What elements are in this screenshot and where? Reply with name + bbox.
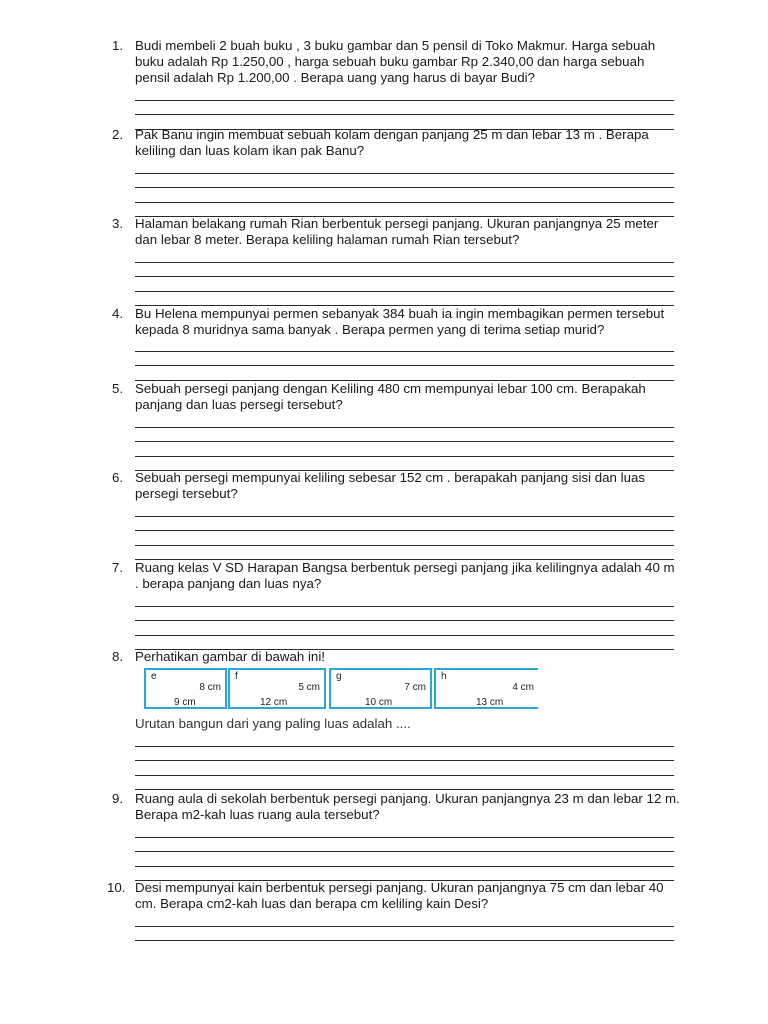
rectangle-figure xyxy=(144,668,536,714)
question-number: 3. xyxy=(112,216,124,231)
answer-lines xyxy=(135,823,674,881)
question-number: 2. xyxy=(112,127,124,142)
shape-width: 13 cm xyxy=(476,697,504,708)
answer-line[interactable] xyxy=(135,337,674,352)
answer-lines xyxy=(135,159,674,217)
answer-line[interactable] xyxy=(135,457,674,472)
answer-line[interactable] xyxy=(135,607,674,622)
question-text: Ruang aula di sekolah berbentuk persegi panjang. Ukuran panjangnya 23 m dan lebar 12 m. Berapa m2-kah luas ruang aula tersebut? xyxy=(135,791,680,822)
answer-lines xyxy=(135,413,674,471)
shape-width: 10 cm xyxy=(365,697,393,708)
answer-line[interactable] xyxy=(135,517,674,532)
answer-line[interactable] xyxy=(135,277,674,292)
answer-line[interactable] xyxy=(135,428,674,443)
answer-line[interactable] xyxy=(135,203,674,218)
figure-caption: Urutan bangun dari yang paling luas adalah .... xyxy=(135,716,411,731)
shape-height: 7 cm xyxy=(404,682,426,693)
question-number: 1. xyxy=(112,38,124,53)
shape-g xyxy=(329,668,432,709)
answer-line[interactable] xyxy=(135,86,674,101)
shape-e xyxy=(144,668,227,709)
answer-line[interactable] xyxy=(135,761,674,776)
question-text: Pak Banu ingin membuat sebuah kolam dengan panjang 25 m dan lebar 13 m . Berapa keliling dan luas kolam ikan pak Banu? xyxy=(135,127,649,158)
question-number: 4. xyxy=(112,306,124,321)
question-number: 10. xyxy=(107,880,126,895)
question-text: Bu Helena mempunyai permen sebanyak 384 buah ia ingin membagikan permen tersebut kepada 8 muridnya sama banyak . Berapa permen yang di terima setiap murid? xyxy=(135,306,665,337)
question-text: Halaman belakang rumah Rian berbentuk persegi panjang. Ukuran panjangnya 25 meter dan lebar 8 meter. Berapa keliling halaman rumah Rian tersebut? xyxy=(135,216,659,247)
answer-line[interactable] xyxy=(135,442,674,457)
shape-label: f xyxy=(235,671,238,682)
answer-lines xyxy=(135,592,674,650)
answer-line[interactable] xyxy=(135,838,674,853)
answer-line[interactable] xyxy=(135,747,674,762)
answer-line[interactable] xyxy=(135,159,674,174)
shape-width: 9 cm xyxy=(174,697,196,708)
answer-line[interactable] xyxy=(135,188,674,203)
shape-h xyxy=(434,668,538,709)
answer-line[interactable] xyxy=(135,823,674,838)
answer-lines xyxy=(135,502,674,560)
answer-line[interactable] xyxy=(135,413,674,428)
answer-line[interactable] xyxy=(135,263,674,278)
answer-line[interactable] xyxy=(135,852,674,867)
question-text: Ruang kelas V SD Harapan Bangsa berbentuk persegi panjang jika kelilingnya adalah 40 m . berapa panjang dan luas nya? xyxy=(135,560,675,591)
answer-line[interactable] xyxy=(135,101,674,116)
question-number: 9. xyxy=(112,791,124,806)
answer-line[interactable] xyxy=(135,867,674,882)
question-number: 6. xyxy=(112,470,124,485)
answer-line[interactable] xyxy=(135,352,674,367)
answer-lines xyxy=(135,732,674,790)
answer-line[interactable] xyxy=(135,927,674,942)
answer-line[interactable] xyxy=(135,502,674,517)
shape-height: 5 cm xyxy=(298,682,320,693)
question-number: 8. xyxy=(112,649,124,664)
answer-line[interactable] xyxy=(135,636,674,651)
answer-line[interactable] xyxy=(135,292,674,307)
question-number: 7. xyxy=(112,560,124,575)
answer-line[interactable] xyxy=(135,621,674,636)
answer-lines xyxy=(135,912,674,941)
answer-line[interactable] xyxy=(135,732,674,747)
answer-line[interactable] xyxy=(135,248,674,263)
answer-line[interactable] xyxy=(135,531,674,546)
answer-line[interactable] xyxy=(135,174,674,189)
question-text: Perhatikan gambar di bawah ini! xyxy=(135,649,325,664)
question-number: 5. xyxy=(112,381,124,396)
answer-line[interactable] xyxy=(135,546,674,561)
shape-label: h xyxy=(441,671,447,682)
answer-line[interactable] xyxy=(135,592,674,607)
shape-width: 12 cm xyxy=(260,697,288,708)
question-text: Sebuah persegi mempunyai keliling sebesar 152 cm . berapakah panjang sisi dan luas persegi tersebut? xyxy=(135,470,646,501)
question-text: Desi mempunyai kain berbentuk persegi panjang. Ukuran panjangnya 75 cm dan lebar 40 cm. Berapa cm2-kah luas dan berapa cm keliling kain Desi? xyxy=(135,880,664,911)
shape-label: e xyxy=(151,671,157,682)
answer-lines xyxy=(135,248,674,306)
shape-f xyxy=(228,668,326,709)
answer-line[interactable] xyxy=(135,912,674,927)
question-text: Sebuah persegi panjang dengan Keliling 480 cm mempunyai lebar 100 cm. Berapakah panjang dan luas persegi tersebut? xyxy=(135,381,646,412)
shape-height: 4 cm xyxy=(512,682,534,693)
shape-height: 8 cm xyxy=(199,682,221,693)
answer-lines xyxy=(135,86,674,130)
answer-line[interactable] xyxy=(135,776,674,791)
answer-line[interactable] xyxy=(135,366,674,381)
question-text: Budi membeli 2 buah buku , 3 buku gambar dan 5 pensil di Toko Makmur. Harga sebuah buku adalah Rp 1.250,00 , harga sebuah buku gambar Rp 2.340,00 dan harga sebuah pensil adalah Rp 1.200,00 . Berapa uang yang harus di bayar Budi? xyxy=(135,38,656,85)
shape-label: g xyxy=(336,671,342,682)
answer-lines xyxy=(135,337,674,381)
